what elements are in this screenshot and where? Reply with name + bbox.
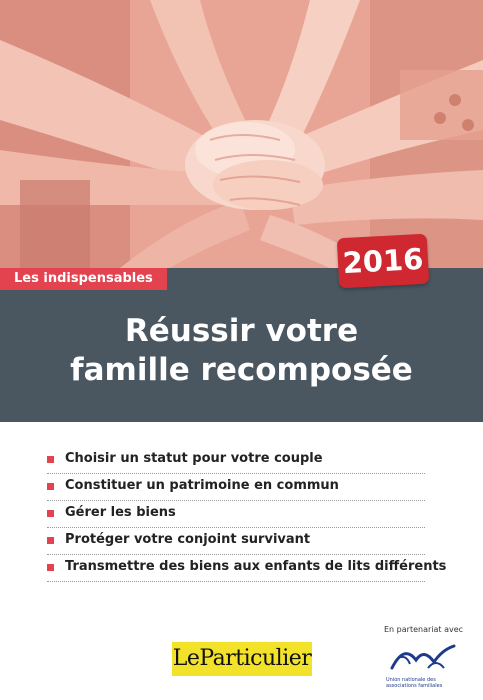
list-item xyxy=(47,502,425,528)
hands-illustration xyxy=(0,0,483,268)
book-title xyxy=(0,312,483,390)
year-badge: 2016 xyxy=(337,234,429,289)
topic-text: Gérer les biens xyxy=(65,505,176,520)
unaf-logo-icon xyxy=(384,638,464,678)
publisher-logo-part-1: Le xyxy=(172,646,200,671)
square-bullet-icon xyxy=(47,510,54,517)
square-bullet-icon xyxy=(47,537,54,544)
book-title-line-1: Réussir votre xyxy=(124,313,359,349)
publisher-logo-part-2: Particulier xyxy=(199,646,312,671)
list-item xyxy=(47,529,425,555)
list-item xyxy=(47,448,425,474)
publisher-logo xyxy=(172,642,312,676)
topics-list xyxy=(47,448,447,583)
partner-note: En partenariat avec xyxy=(384,625,464,634)
list-item xyxy=(47,475,425,501)
topic-text: Transmettre des biens aux enfants de lits différents xyxy=(65,559,447,574)
topic-text: Constituer un patrimoine en commun xyxy=(65,478,339,493)
square-bullet-icon xyxy=(47,483,54,490)
book-title-line-2: famille recomposée xyxy=(70,352,413,388)
partner-caption: Union nationale des associations familiales xyxy=(386,677,443,689)
square-bullet-icon xyxy=(47,456,54,463)
topic-text: Protéger votre conjoint survivant xyxy=(65,532,311,547)
topic-text: Choisir un statut pour votre couple xyxy=(65,451,323,466)
square-bullet-icon xyxy=(47,564,54,571)
list-item xyxy=(47,556,447,582)
cover-photo-stacked-hands xyxy=(0,0,483,268)
series-label: Les indispensables xyxy=(0,268,167,290)
